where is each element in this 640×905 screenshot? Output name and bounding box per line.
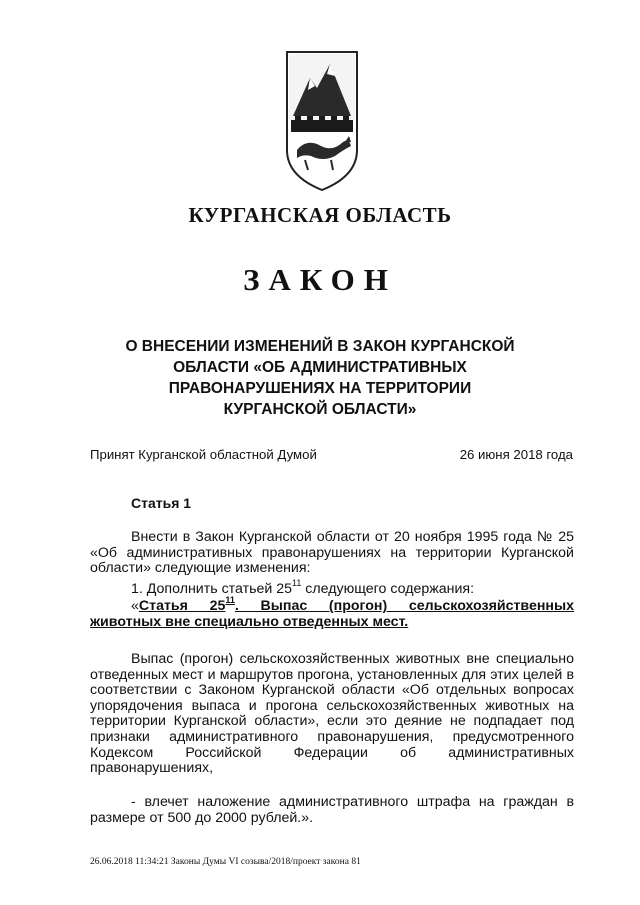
article-intro-paragraph: Внести в Закон Курганской области от 20 ноября 1995 года № 25 «Об административных правонарушениях на территории Курганской области» следующие изменения:: [90, 529, 574, 577]
new-article-title-text-end: . Выпас (прогон) сельскохозяйственных животных вне специально отведенных мест.: [90, 598, 574, 630]
law-title-line: ОБЛАСТИ «ОБ АДМИНИСТРАТИВНЫХ: [173, 359, 467, 376]
new-article-title-text: Статья 25: [138, 598, 226, 614]
new-article-title: [90, 595, 574, 630]
law-title-line: ПРАВОНАРУШЕНИЯХ НА ТЕРРИТОРИИ: [168, 380, 472, 397]
sanction-paragraph: - влечет наложение административного штрафа на граждан в размере от 500 до 2000 рублей.».: [90, 794, 574, 826]
item-1-superscript: 11: [292, 578, 302, 589]
adoption-date: 26 июня 2018 года: [459, 447, 573, 462]
new-article-superscript: 11: [225, 595, 235, 606]
region-heading: КУРГАНСКАЯ ОБЛАСТЬ: [188, 203, 452, 227]
item-1-text-end: следующего содержания:: [301, 581, 475, 597]
law-title-line: КУРГАНСКОЙ ОБЛАСТИ»: [223, 401, 417, 418]
coat-of-arms-icon: [285, 50, 359, 194]
item-1-paragraph: [90, 578, 574, 598]
file-stamp-footer: 26.06.2018 11:34:21 Законы Думы VI созыва/2018/проект закона 81: [90, 857, 361, 867]
document-type-heading: ЗАКОН: [243, 262, 397, 297]
law-title-line: О ВНЕСЕНИИ ИЗМЕНЕНИЙ В ЗАКОН КУРГАНСКОЙ: [125, 338, 515, 355]
item-1-text: 1. Дополнить статьей 25: [131, 581, 293, 597]
adopted-by-text: Принят Курганской областной Думой: [90, 447, 317, 462]
article-heading: Статья 1: [131, 495, 192, 511]
quote-open: «: [131, 598, 139, 614]
law-title: [100, 336, 540, 420]
disposition-paragraph: Выпас (прогон) сельскохозяйственных животных вне специально отведенных мест и маршрутов прогона, установленных для этих целей в соответствии с Законом Курганской области «Об отдельных вопросах упорядочения выпаса и прогона сельскохозяйственных животных на территории Курганской области», если это деяние не подпадает под признаки административного правонарушения, предусмотренного Кодексом Российской Федерации об административных правонарушениях,: [90, 651, 574, 777]
